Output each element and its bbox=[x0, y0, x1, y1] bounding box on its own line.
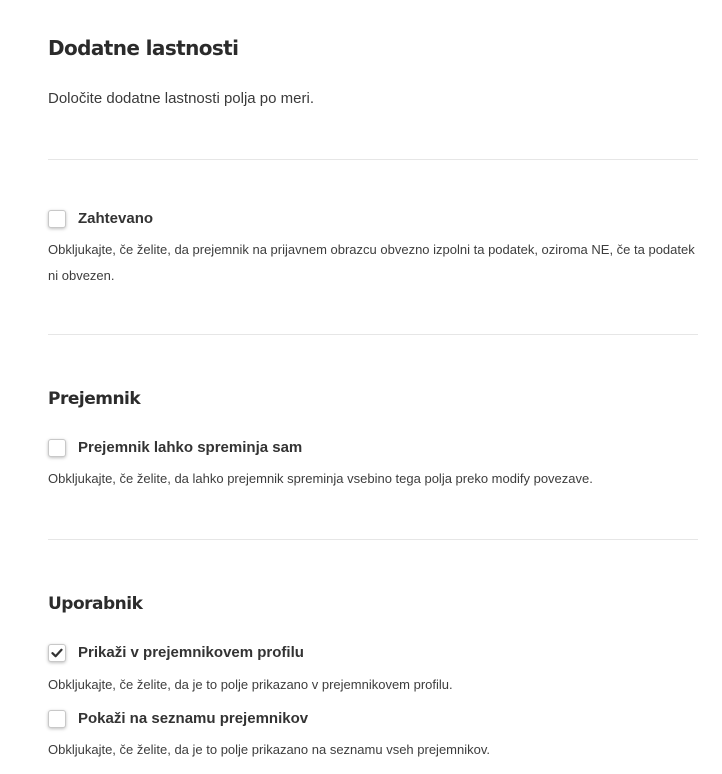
required-label[interactable]: Zahtevano bbox=[78, 210, 154, 227]
show-in-list-help-text: Obkljukajte, če želite, da je to polje prikazano na seznamu vseh prejemnikov. bbox=[48, 742, 490, 757]
show-in-profile-label[interactable]: Prikaži v prejemnikovem profilu bbox=[78, 644, 304, 661]
show-in-list-checkbox[interactable] bbox=[48, 710, 66, 728]
divider bbox=[48, 539, 698, 540]
show-in-profile-checkbox[interactable] bbox=[48, 644, 66, 662]
page-subtitle: Določite dodatne lastnosti polja po meri. bbox=[48, 90, 314, 107]
recipient-editable-label[interactable]: Prejemnik lahko spreminja sam bbox=[78, 439, 303, 456]
recipient-section-heading: Prejemnik bbox=[48, 389, 141, 409]
recipient-editable-checkbox[interactable] bbox=[48, 439, 66, 457]
show-in-list-label[interactable]: Pokaži na seznamu prejemnikov bbox=[78, 710, 309, 727]
divider bbox=[48, 334, 698, 335]
recipient-editable-help-text: Obkljukajte, če želite, da lahko prejemnik spreminja vsebino tega polja preko modify povezave. bbox=[48, 471, 593, 486]
page-title: Dodatne lastnosti bbox=[48, 36, 239, 60]
required-checkbox[interactable] bbox=[48, 210, 66, 228]
divider bbox=[48, 159, 698, 160]
show-in-profile-help-text: Obkljukajte, če želite, da je to polje prikazano v prejemnikovem profilu. bbox=[48, 677, 453, 692]
user-section-heading: Uporabnik bbox=[48, 594, 143, 614]
checkmark-icon bbox=[51, 648, 63, 658]
required-help-text: Obkljukajte, če želite, da prejemnik na prijavnem obrazcu obvezno izpolni ta podatek, oziroma NE, če ta podatek ni obvezen. bbox=[48, 242, 695, 283]
